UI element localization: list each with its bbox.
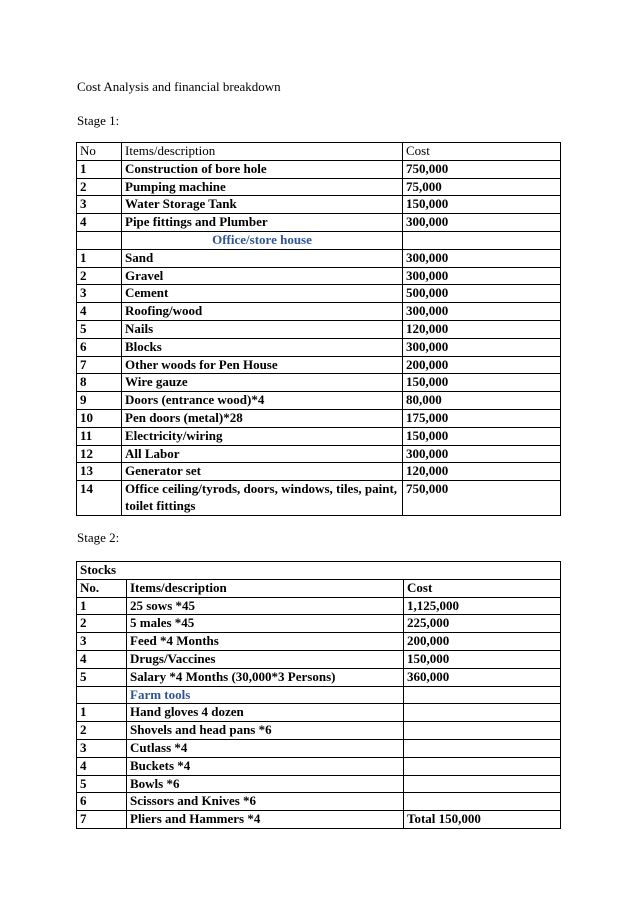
table-row [77,338,561,356]
stage1-cost-table [76,142,561,516]
table-row [77,811,561,829]
table-row [77,445,561,463]
cell-no: 7 [77,356,122,374]
stage1-heading: Stage 1: [77,113,120,128]
cell-cost: 750,000 [403,160,561,178]
stage2-cost-table [76,561,561,829]
cell-cost: 150,000 [403,196,561,214]
cell-description: Electricity/wiring [122,427,403,445]
cell-cost: 300,000 [403,249,561,267]
document-title: Cost Analysis and financial breakdown [77,79,281,94]
cell-description: Construction of bore hole [122,160,403,178]
cell-cost: 200,000 [403,356,561,374]
table-row [77,356,561,374]
cell-cost: 500,000 [403,285,561,303]
cell-description: Gravel [122,267,403,285]
cell-description: Cutlass *4 [127,739,404,757]
section-label-office: Office/store house [122,231,403,249]
cell-description: Roofing/wood [122,303,403,321]
cell-no: 3 [77,196,122,214]
cell-cost: 120,000 [403,320,561,338]
cell-no: 5 [77,668,127,686]
stage2-rows-a [77,597,561,686]
cell-description: Nails [122,320,403,338]
table-row [77,178,561,196]
table-row [77,160,561,178]
table-row [77,320,561,338]
cell-description: Salary *4 Months (30,000*3 Persons) [127,668,404,686]
cell-description: Bowls *6 [127,775,404,793]
cell-no: 6 [77,793,127,811]
cell-cost: 300,000 [403,303,561,321]
stocks-label: Stocks [77,562,561,580]
cell-cost: 225,000 [404,615,561,633]
cell-no: 2 [77,178,122,196]
table-header-row [77,143,561,161]
cell-description: Water Storage Tank [122,196,403,214]
cell-no: 3 [77,739,127,757]
stage1-rows-b [77,249,561,515]
cell-description: Pipe fittings and Plumber [122,214,403,232]
section-empty-cell [403,231,561,249]
table-row [77,303,561,321]
header-cost: Cost [403,143,561,161]
cell-description: Pen doors (metal)*28 [122,409,403,427]
cell-cost [404,739,561,757]
stage2-heading: Stage 2: [77,530,120,545]
cell-cost: 150,000 [403,374,561,392]
table-header-row [77,579,561,597]
cell-no: 4 [77,757,127,775]
cell-description: Scissors and Knives *6 [127,793,404,811]
cell-description: Office ceiling/tyrods, doors, windows, tiles, paint, toilet fittings [122,481,403,516]
cell-description: 25 sows *45 [127,597,404,615]
table-row [77,196,561,214]
cell-no: 13 [77,463,122,481]
cell-cost: 120,000 [403,463,561,481]
section-label-farm-tools: Farm tools [127,686,404,704]
cell-description: All Labor [122,445,403,463]
table-row [77,409,561,427]
table-row [77,793,561,811]
cell-no: 2 [77,267,122,285]
table-row [77,704,561,722]
stocks-row [77,562,561,580]
cell-no: 4 [77,650,127,668]
cell-cost [404,722,561,740]
cell-no: 6 [77,338,122,356]
cell-cost: 150,000 [403,427,561,445]
cell-description: Wire gauze [122,374,403,392]
cell-cost: 300,000 [403,445,561,463]
cell-description: Sand [122,249,403,267]
cell-no: 4 [77,214,122,232]
cell-cost: 300,000 [403,214,561,232]
cell-no: 9 [77,392,122,410]
table-row [77,392,561,410]
cell-description: Other woods for Pen House [122,356,403,374]
cell-description: Pliers and Hammers *4 [127,811,404,829]
section-row [77,686,561,704]
section-row [77,231,561,249]
cell-cost: 75,000 [403,178,561,196]
table-row [77,481,561,516]
cell-description: Cement [122,285,403,303]
table-row [77,775,561,793]
stage2-rows-b [77,704,561,829]
cell-no: 1 [77,597,127,615]
stage1-rows-a [77,160,561,231]
cell-cost [404,757,561,775]
cell-no: 2 [77,722,127,740]
cell-cost: 80,000 [403,392,561,410]
cell-no: 7 [77,811,127,829]
cell-no: 4 [77,303,122,321]
cell-cost [404,704,561,722]
cell-description: Generator set [122,463,403,481]
cell-cost [404,775,561,793]
cell-no: 1 [77,704,127,722]
table-row [77,249,561,267]
table-row [77,214,561,232]
stage1-section [77,231,561,249]
cell-no: 2 [77,615,127,633]
cell-no: 12 [77,445,122,463]
table-row [77,597,561,615]
cell-cost: Total 150,000 [404,811,561,829]
cell-description: 5 males *45 [127,615,404,633]
cell-cost [404,793,561,811]
cell-description: Buckets *4 [127,757,404,775]
cell-description: Doors (entrance wood)*4 [122,392,403,410]
cell-no: 1 [77,160,122,178]
cell-description: Hand gloves 4 dozen [127,704,404,722]
stage2-section [77,686,561,704]
cell-no: 3 [77,285,122,303]
cell-description: Shovels and head pans *6 [127,722,404,740]
cell-description: Pumping machine [122,178,403,196]
table-row [77,374,561,392]
table-row [77,668,561,686]
cell-cost: 150,000 [404,650,561,668]
cell-no: 1 [77,249,122,267]
cell-cost: 200,000 [404,633,561,651]
cell-description: Blocks [122,338,403,356]
table-row [77,285,561,303]
cell-description: Feed *4 Months [127,633,404,651]
table-row [77,650,561,668]
cell-no: 11 [77,427,122,445]
table-row [77,739,561,757]
cell-description: Drugs/Vaccines [127,650,404,668]
table-row [77,722,561,740]
header-no: No [77,143,122,161]
table-row [77,463,561,481]
header-items: Items/description [127,579,404,597]
section-empty-cell [77,686,127,704]
cell-no: 14 [77,481,122,516]
section-empty-cell [404,686,561,704]
table-row [77,267,561,285]
cell-cost: 360,000 [404,668,561,686]
cell-cost: 300,000 [403,267,561,285]
header-items: Items/description [122,143,403,161]
section-empty-cell [77,231,122,249]
cell-cost: 300,000 [403,338,561,356]
cell-no: 10 [77,409,122,427]
cell-cost: 1,125,000 [404,597,561,615]
cell-no: 5 [77,320,122,338]
cell-no: 5 [77,775,127,793]
table-row [77,615,561,633]
cell-cost: 750,000 [403,481,561,516]
table-row [77,427,561,445]
header-cost: Cost [404,579,561,597]
header-no: No. [77,579,127,597]
cell-no: 3 [77,633,127,651]
table-row [77,633,561,651]
cell-cost: 175,000 [403,409,561,427]
table-row [77,757,561,775]
cell-no: 8 [77,374,122,392]
